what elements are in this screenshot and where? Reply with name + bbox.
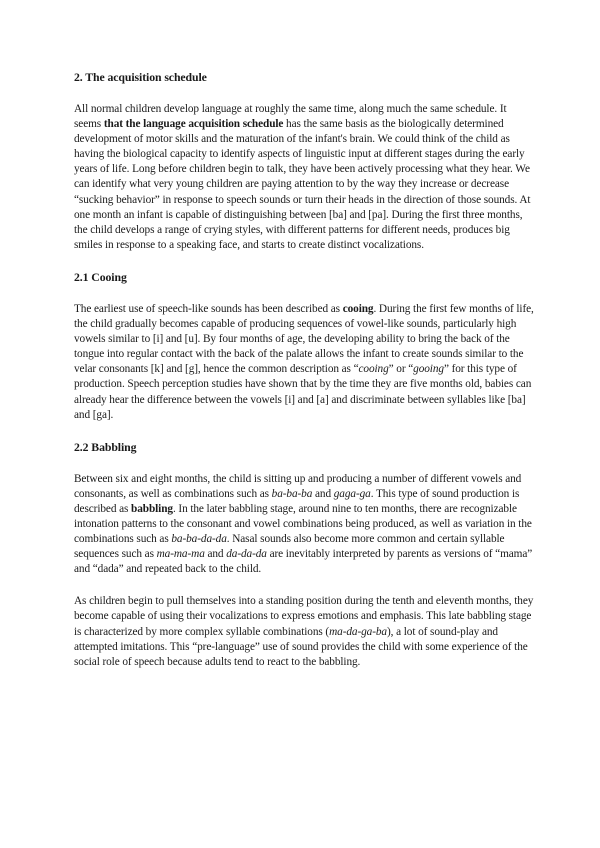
text-run: . This type of sound production is described as <box>74 487 520 515</box>
paragraph-babbling <box>74 472 534 578</box>
bold-term: babbling <box>131 502 173 515</box>
text-run: ” or “ <box>388 363 414 376</box>
text-run: ), a lot of sound-play and attempted imitations. This “pre-language” use of sound provides the child with some experience of the social role of speech because adults tend to react to the babbling. <box>74 625 528 668</box>
italic-term: gooing <box>413 363 444 376</box>
text-run: The earliest use of speech-like sounds has been described as <box>74 302 343 315</box>
text-run: ” for this type of production. Speech perception studies have shown that by the time they are five months old, babies can already hear the difference between the vowels [i] and [a] and discriminate between syllables like [ba] and [ga]. <box>74 363 532 421</box>
text-run: and <box>204 548 227 561</box>
paragraph-cooing <box>74 302 534 423</box>
paragraph-acquisition-schedule <box>74 102 534 253</box>
paragraph-late-babbling <box>74 594 534 669</box>
italic-term: cooing <box>358 363 389 376</box>
text-run: . In the later babbling stage, around nine to ten months, there are recognizable intonation patterns to the consonant and vowel combinations being produced, as well as variation in the combinations such as <box>74 502 532 546</box>
document-page <box>74 70 534 670</box>
text-run: and <box>312 487 334 500</box>
italic-term: ma-ma-ma <box>156 548 205 561</box>
section-title-acquisition-schedule: 2. The acquisition schedule <box>74 70 207 84</box>
bold-term: cooing <box>342 302 374 315</box>
italic-term: ba-ba-da-da <box>171 533 227 546</box>
section-title-babbling: 2.2 Babbling <box>74 439 137 454</box>
text-run: are inevitably interpreted by parents as versions of “mama” and “dada” and repeated back to the child. <box>74 548 533 576</box>
text-run: . During the first few months of life, the child gradually becomes capable of producing sequences of vowel-like sounds, particularly high vowels similar to [i] and [u]. By four months of age, the developing ability to bring the back of the tongue into regular contact with the back of the palate allows the infant to create sounds similar to the velar consonants [k] and [g], hence the common description as “ <box>74 302 534 376</box>
text-run: . Nasal sounds also become more common and certain syllable sequences such as <box>74 533 505 561</box>
section-title-cooing: 2.1 Cooing <box>74 269 127 284</box>
bold-term: that the language acquisition schedule <box>103 118 284 131</box>
italic-term: da-da-da <box>226 548 267 561</box>
text-run: As children begin to pull themselves into a standing position during the tenth and eleventh months, they become capable of using their vocalizations to express emotions and emphasis. This late babbling stage is characterized by more complex syllable combinations ( <box>74 595 534 638</box>
text-run: All normal children develop language at roughly the same time, along much the same schedule. It seems <box>74 103 507 131</box>
italic-term: gaga-ga <box>333 487 371 500</box>
text-run: has the same basis as the biologically determined development of motor skills and the maturation of the infant's brain. We could think of the child as having the biological capacity to identify aspects of linguistic input at different stages during the early years of life. Long before children begin to talk, they have been actively processing what they hear. We can identify what very young children are paying attention to by the way they increase or decrease “sucking behavior” in response to speech sounds or turn their heads in the direction of those sounds. At one month an infant is capable of distinguishing between [ba] and [pa]. During the first three months, the child develops a range of crying styles, with different patterns for different needs, produces big smiles in response to a speaking face, and starts to create distinct vocalizations. <box>74 118 531 251</box>
italic-term: ba-ba-ba <box>271 487 313 500</box>
italic-term: ma-da-ga-ba <box>329 625 387 638</box>
text-run: Between six and eight months, the child is sitting up and producing a number of different vowels and consonants, as well as combinations such as <box>74 472 522 500</box>
